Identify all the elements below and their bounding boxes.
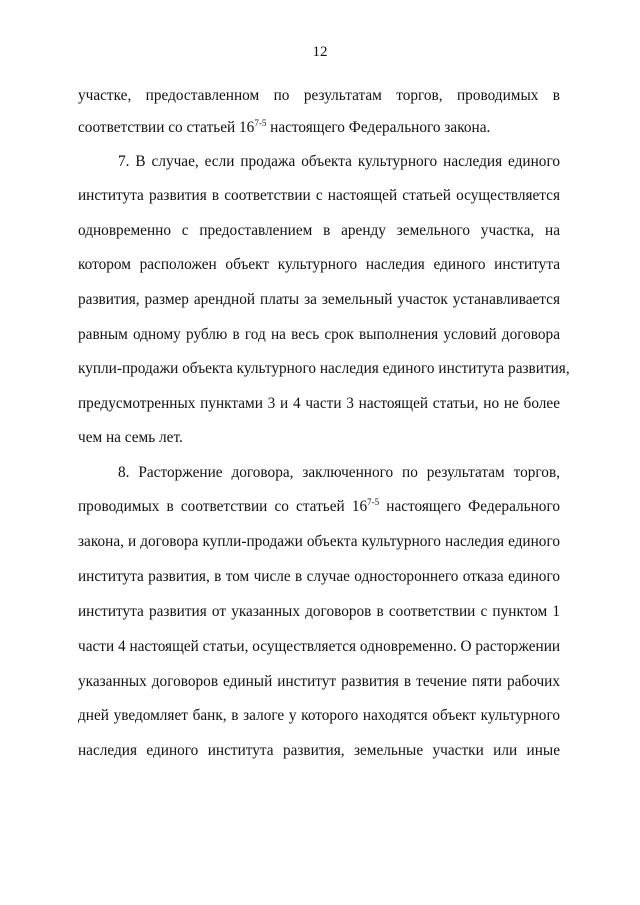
text-segment: равным одному рублю в год на весь срок выполнения условий договора bbox=[78, 326, 560, 343]
text-line bbox=[78, 567, 560, 587]
text-segment: предусмотренных пунктами 3 и 4 части 3 настоящей статьи, но не более bbox=[78, 395, 560, 412]
text-segment: одновременно с предоставлением в аренду земельного участка, на bbox=[78, 222, 560, 239]
text-segment: закона, и договора купли-продажи объекта культурного наследия единого bbox=[78, 533, 560, 550]
text-segment: участке, предоставленном по результатам торгов, проводимых в bbox=[78, 87, 560, 104]
text-segment: наследия единого института развития, земельные участки или иные bbox=[78, 742, 560, 759]
text-line bbox=[78, 325, 560, 345]
text-line bbox=[118, 152, 560, 172]
text-line bbox=[78, 602, 560, 622]
text-line bbox=[78, 637, 560, 657]
text-line bbox=[78, 532, 560, 552]
text-segment: соответствии со статьей 16 bbox=[78, 119, 255, 136]
text-line bbox=[78, 186, 560, 206]
superscript: 7-5 bbox=[367, 497, 380, 507]
text-segment: указанных договоров единый институт развития в течение пяти рабочих bbox=[78, 673, 560, 690]
text-segment: проводимых в соответствии со статьей 16 bbox=[78, 498, 368, 515]
page-number: 12 bbox=[312, 44, 328, 60]
text-segment: настоящего Федерального закона. bbox=[266, 119, 491, 136]
text-segment: настоящего Федерального bbox=[379, 498, 560, 515]
text-line bbox=[78, 86, 560, 106]
text-line bbox=[78, 428, 560, 448]
text-line bbox=[78, 118, 560, 139]
text-segment: института развития от указанных договоров в соответствии с пунктом 1 bbox=[78, 603, 560, 620]
text-segment: чем на семь лет. bbox=[78, 429, 183, 446]
superscript: 7-5 bbox=[254, 118, 267, 128]
text-segment: купли-продажи объекта культурного наследия единого института развития, bbox=[78, 360, 570, 377]
text-segment: развития, размер арендной платы за земельный участок устанавливается bbox=[78, 291, 560, 308]
text-segment: 8. Расторжение договора, заключенного по результатам торгов, bbox=[118, 464, 560, 481]
text-segment: котором расположен объект культурного наследия единого института bbox=[78, 256, 560, 273]
text-line bbox=[78, 497, 560, 518]
text-line bbox=[78, 290, 560, 310]
text-line bbox=[78, 359, 570, 379]
text-segment: 7. В случае, если продажа объекта культурного наследия единого bbox=[118, 153, 560, 170]
text-line bbox=[78, 741, 560, 761]
text-line bbox=[78, 255, 560, 275]
text-segment: института развития, в том числе в случае одностороннего отказа единого bbox=[78, 568, 560, 585]
text-line bbox=[78, 706, 560, 726]
text-line bbox=[78, 221, 560, 241]
text-segment: института развития в соответствии с настоящей статьей осуществляется bbox=[78, 187, 560, 204]
text-segment: дней уведомляет банк, в залоге у которого находятся объект культурного bbox=[78, 707, 560, 724]
text-segment: части 4 настоящей статьи, осуществляется одновременно. О расторжении bbox=[78, 638, 561, 655]
text-line bbox=[78, 672, 560, 692]
text-line bbox=[78, 394, 560, 414]
text-line bbox=[118, 463, 560, 483]
